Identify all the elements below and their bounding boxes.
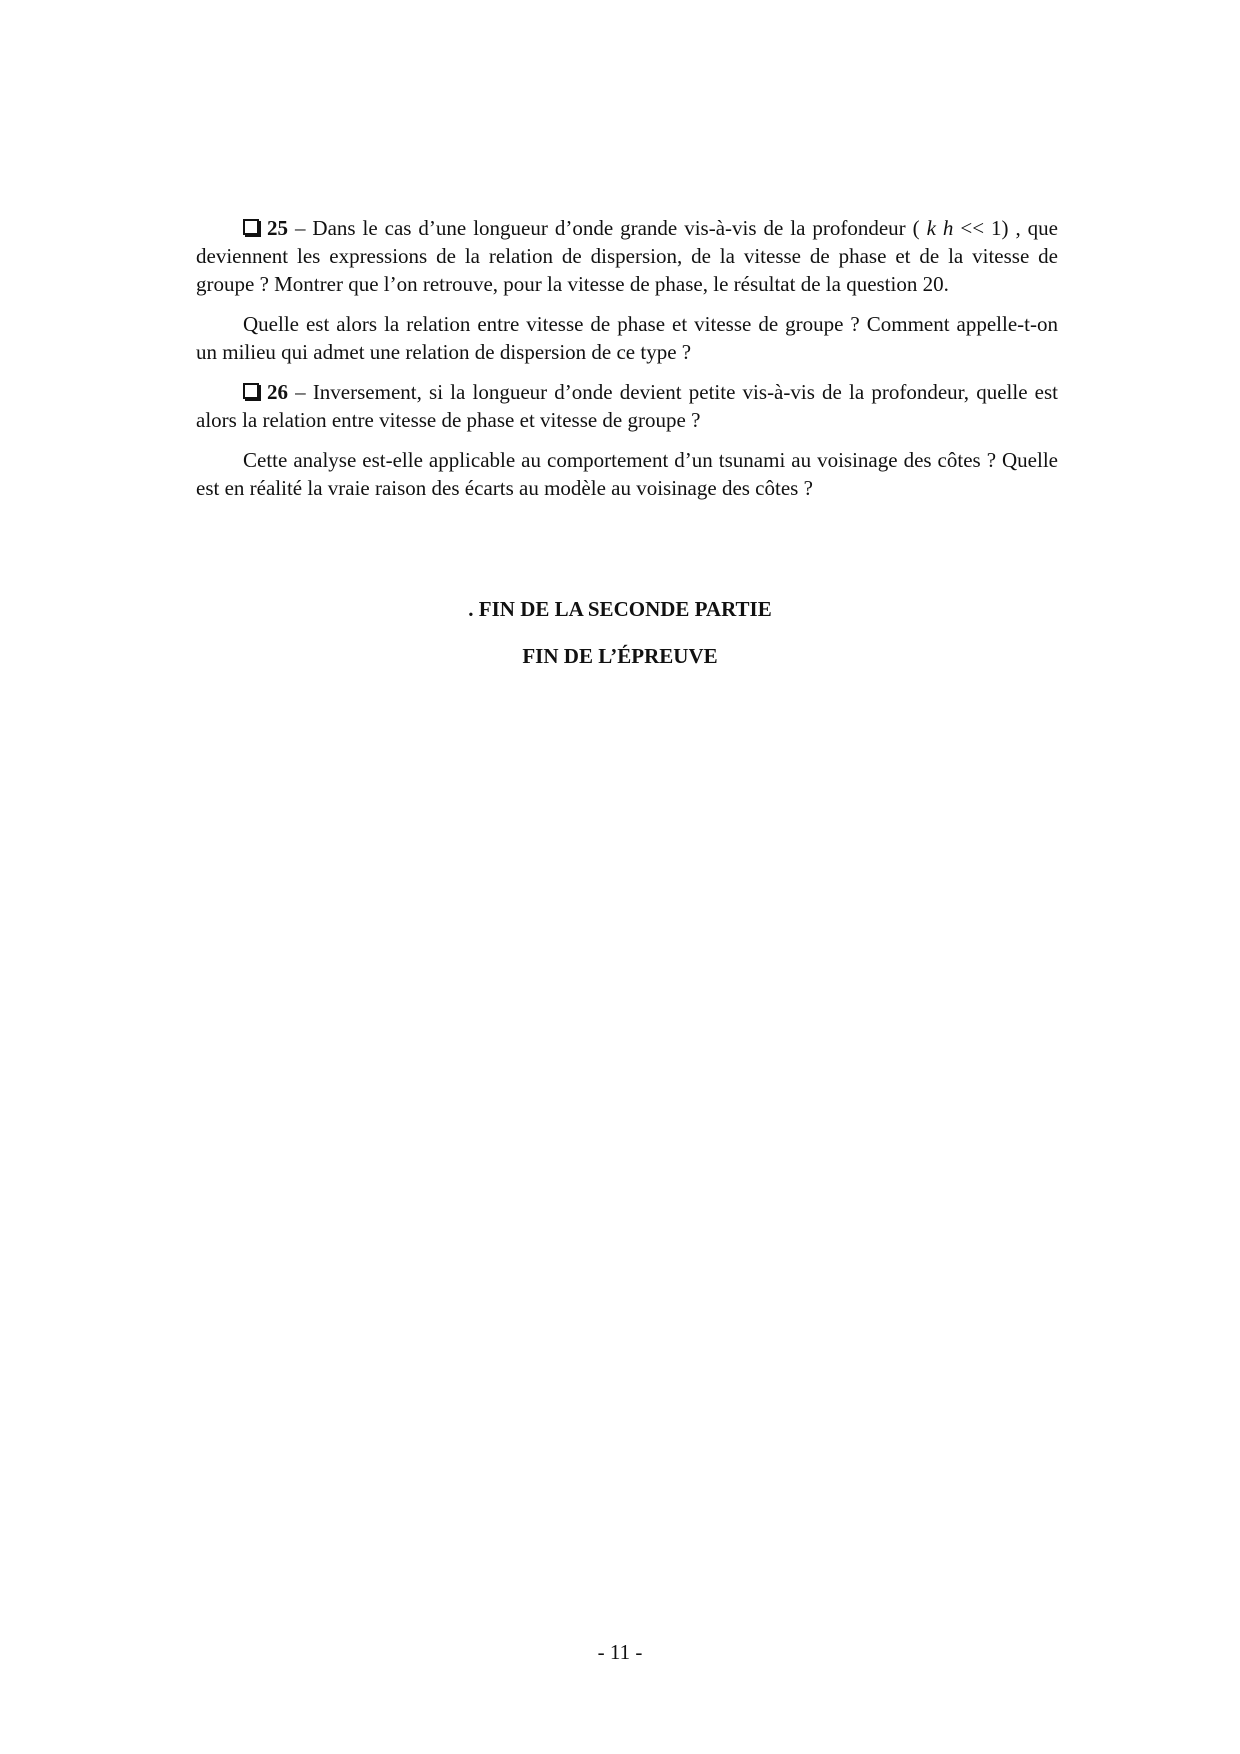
question-25 [196, 214, 1058, 298]
question-25-text-end: << 1) , que deviennent les expressions de la relation de dispersion, de la vitesse de phase et de la vitesse de groupe ? Montrer que l’on retrouve, pour la vitesse de phase, le résultat de la question 20. [196, 216, 1058, 296]
question-26-text: – Inversement, si la longueur d’onde devient petite vis-à-vis de la profondeur, quelle est alors la relation entre vitesse de phase et vitesse de groupe ? [196, 380, 1058, 432]
checkbox-icon [243, 219, 259, 235]
question-26-number: 26 [267, 380, 288, 404]
question-25-text-start: – Dans le cas d’une longueur d’onde grande vis-à-vis de la profondeur ( [288, 216, 927, 240]
question-25-math: k h [926, 216, 954, 240]
questions-section [196, 214, 1058, 514]
question-25-followup: Quelle est alors la relation entre vitesse de phase et vitesse de groupe ? Comment appelle-t-on un milieu qui admet une relation de dispersion de ce type ? [196, 312, 1058, 364]
question-26 [196, 378, 1058, 434]
end-of-exam-heading: FIN DE L’ÉPREUVE [522, 644, 718, 668]
checkbox-icon [243, 383, 259, 399]
question-26-followup: Cette analyse est-elle applicable au comportement d’un tsunami au voisinage des côtes ? Quelle est en réalité la vraie raison des écarts au modèle au voisinage des côtes ? [196, 448, 1058, 500]
end-of-part-heading: . FIN DE LA SECONDE PARTIE [468, 597, 772, 621]
page-number: - 11 - [597, 1640, 643, 1664]
question-25-number: 25 [267, 216, 288, 240]
